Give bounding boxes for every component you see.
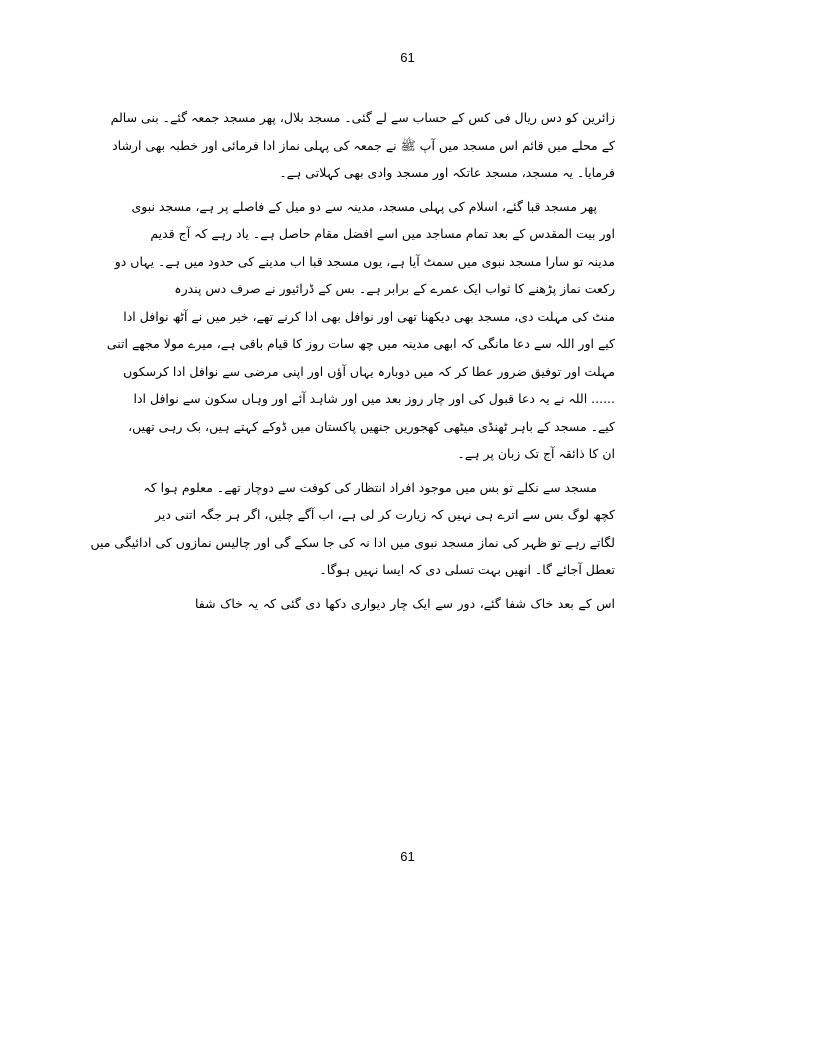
text-line: اس کے بعد خاک شفا گئے، دور سے ایک چار دیواری دکھا دی گئی کہ یہ خاک شفا bbox=[195, 595, 615, 611]
text-line: فرمایا۔ یہ مسجد، مسجد عاتکہ اور مسجد وادی بھی کہلاتی ہے۔ bbox=[279, 165, 615, 180]
page-number-top: 61 bbox=[400, 50, 415, 65]
text-line: رکعت نماز پڑھنے کا ثواب ایک عمرے کے برابر ہے۔ بس کے ڈرائیور نے صرف دس پندرہ bbox=[174, 281, 615, 296]
text-line: مسجد سے نکلے تو بس میں موجود افراد انتظار کی کوفت سے دوچار تھے۔ معلوم ہوا کہ bbox=[143, 479, 597, 495]
text-line: پھر مسجد قبا گئے، اسلام کی پہلی مسجد، مدینہ سے دو میل کے فاصلے پر ہے، مسجد نبوی bbox=[131, 198, 597, 214]
text-line: اور بیت المقدس کے بعد تمام مساجد میں اسے افضل مقام حاصل ہے۔ یاد رہے کہ آج قدیم bbox=[150, 226, 615, 241]
page-body bbox=[90, 104, 615, 617]
text-line: مدینہ تو سارا مسجد نبوی میں سمٹ آیا ہے، یوں مسجد قبا اب مدینے کی حدود میں ہے۔ یہاں دو bbox=[114, 253, 615, 269]
text-line: کیے اور اللہ سے دعا مانگی کہ ابھی مدینہ میں چھ سات روز کا قیام باقی ہے، میرے مولا مجھے اتنی bbox=[106, 336, 615, 351]
text-line: ...... اللہ نے یہ دعا قبول کی اور چار روز بعد میں اور شاہد آئے اور وہاں سکون سے نوافل ادا bbox=[133, 391, 615, 406]
text-line: منٹ کی مہلت دی، مسجد بھی دیکھنا تھی اور نوافل بھی ادا کرنے تھے، خیر میں نے آٹھ نوافل ادا bbox=[123, 308, 615, 324]
text-line: لگاتے رہے تو ظہر کی نماز مسجد نبوی میں ادا نہ کی جا سکے گی اور چالیس نمازوں کی ادائیگی میں bbox=[90, 534, 615, 550]
text-line: کے محلے میں قائم اس مسجد میں آپ ﷺ نے جمعہ کی پہلی نماز ادا فرمائی اور خطبہ بھی ارشاد bbox=[112, 137, 615, 153]
text-line: کیے۔ مسجد کے باہر ٹھنڈی میٹھی کھجوریں جنھیں پاکستان میں ڈوکے کہتے ہیں، بک رہی تھیں، bbox=[128, 418, 615, 434]
text-line: ان کا ذائقہ آج تک زبان پر ہے۔ bbox=[457, 446, 615, 461]
text-line: کچھ لوگ بس سے اترے ہی نہیں کہ زیارت کر لی ہے، اب آگے چلیں، اگر ہر جگہ اتنی دیر bbox=[154, 507, 615, 522]
text-line: زائرین کو دس ریال فی کس کے حساب سے لے گئی۔ مسجد بلال، پھر مسجد جمعہ گئے۔ بنی سالم bbox=[110, 110, 615, 125]
page-number-bottom: 61 bbox=[400, 849, 415, 864]
text-line: مہلت اور توفیق ضرور عطا کر کہ میں دوبارہ یہاں آؤں اور اپنی مرضی سے نوافل ادا کرسکوں bbox=[123, 363, 615, 379]
text-line: تعطل آجائے گا۔ انھیں بہت تسلی دی کہ ایسا نہیں ہوگا۔ bbox=[319, 562, 615, 577]
